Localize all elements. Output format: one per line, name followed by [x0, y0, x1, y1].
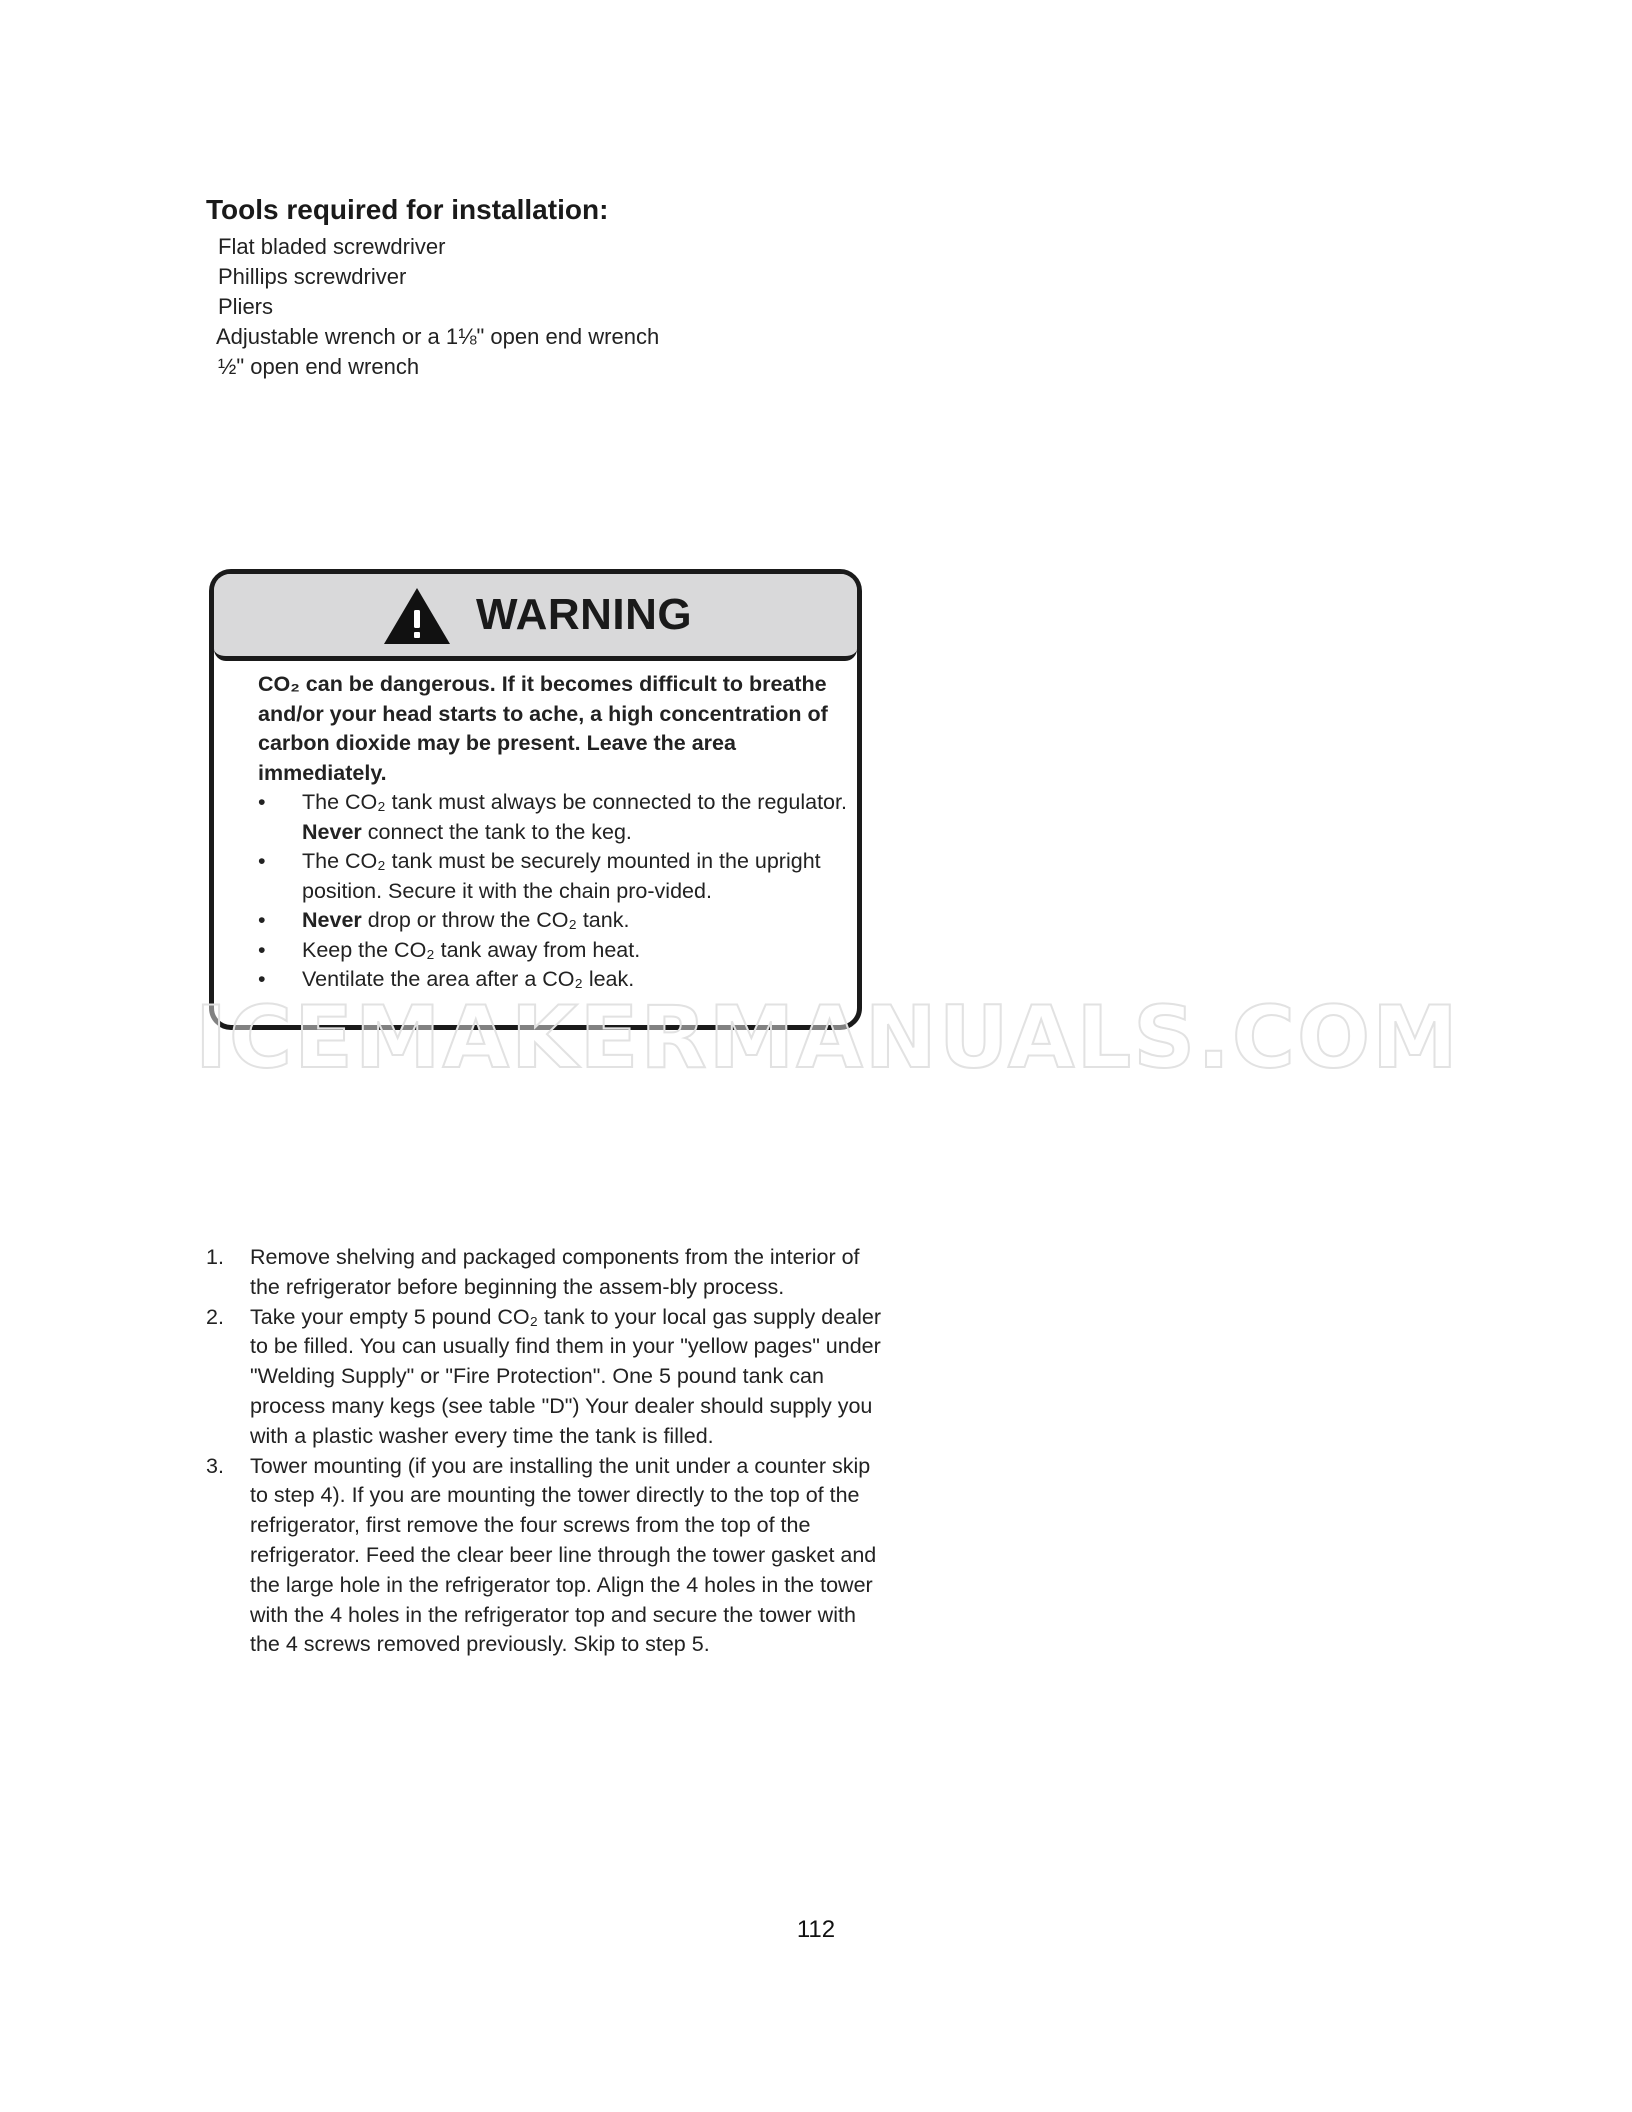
warning-triangle-icon [382, 586, 452, 646]
watermark: ICEMAKERMANUALS.COM [195, 988, 1460, 1088]
warning-body [258, 670, 848, 995]
warning-bullet: • The CO₂ tank must always be connected to the regulator. Never connect the tank to the keg. [258, 790, 847, 844]
step-number: 1. [206, 1245, 224, 1269]
tool-item: Adjustable wrench or a 1⅛" open end wrench [216, 324, 660, 349]
tool-item: Flat bladed screwdriver [218, 234, 446, 259]
tool-item: Phillips screwdriver [218, 264, 407, 289]
warning-header [214, 574, 857, 661]
step-text: Remove shelving and packaged components from the interior of the refrigerator before beginning the assem-bly process. [250, 1245, 860, 1299]
bullet-icon: • [258, 849, 266, 873]
warning-bullet: • Ventilate the area after a CO₂ leak. [258, 965, 848, 995]
tool-item: ½" open end wrench [218, 354, 420, 379]
warning-bullet: • Never drop or throw the CO₂ tank. [258, 906, 848, 936]
warning-bullets [258, 788, 848, 995]
step-item [206, 1452, 886, 1661]
warning-bullet: • The CO₂ tank must be securely mounted in the upright position. Secure it with the chain pro-vided. [258, 849, 821, 903]
tool-item: Pliers [218, 294, 274, 319]
warning-box [209, 569, 862, 1030]
tools-list [218, 232, 659, 382]
bullet-icon: • [258, 908, 266, 932]
steps-list [206, 1243, 886, 1660]
page-number: 112 [796, 1916, 836, 1943]
tools-title: Tools required for installation: [206, 194, 609, 225]
step-text: Tower mounting (if you are installing the unit under a counter skip to step 4). If you are mounting the tower directly to the top of the refrigerator, first remove the four screws from the top of the refrigerator. Feed the clear beer line through the tower gasket and the large hole in the refrigerator top. Align the 4 holes in the tower with the 4 holes in the refrigerator top and secure the tower with the 4 screws removed previously. Skip to step 5. [250, 1453, 877, 1657]
step-number: 2. [206, 1304, 224, 1329]
warning-intro: CO₂ can be dangerous. If it becomes difficult to breathe and/or your head starts to ache, a high concentration of carbon dioxide may be present. Leave the area immediately. [258, 672, 828, 785]
step-number: 3. [206, 1453, 224, 1478]
step-item [206, 1243, 886, 1303]
bullet-icon: • [258, 967, 266, 991]
bullet-icon: • [258, 790, 266, 814]
warning-bullet: • Keep the CO₂ tank away from heat. [258, 936, 848, 966]
step-text: Take your empty 5 pound CO₂ tank to your local gas supply dealer to be filled. You can usually find them in your "yellow pages" under "Welding Supply" or "Fire Protection". One 5 pound tank can process many kegs (see table "D") Your dealer should supply you with a plastic washer every time the tank is filled. [250, 1304, 881, 1448]
bullet-icon: • [258, 937, 266, 962]
step-item [206, 1303, 886, 1452]
warning-title: WARNING [476, 590, 693, 639]
